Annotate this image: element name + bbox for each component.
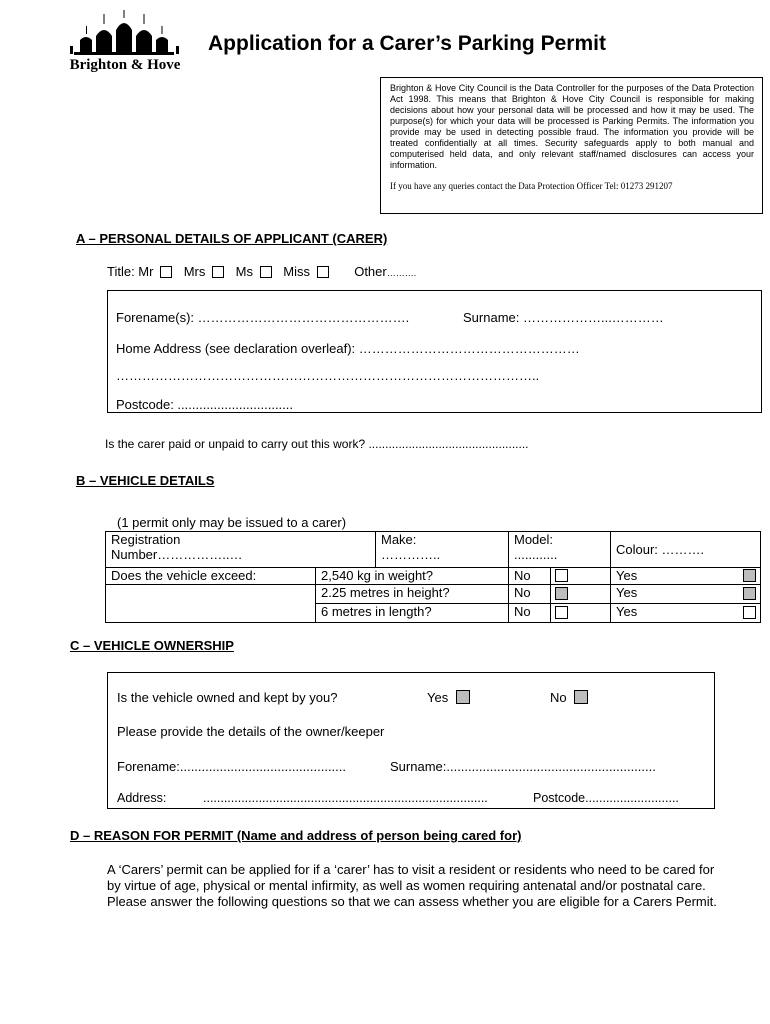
title-ms-checkbox[interactable] xyxy=(260,266,272,278)
model-label: Model: xyxy=(514,532,554,547)
form-title: Application for a Carer’s Parking Permit xyxy=(208,32,606,55)
owner-surname-field[interactable]: Surname:.......................................................... xyxy=(390,759,656,774)
owned-no-checkbox[interactable] xyxy=(574,690,588,704)
section-a-heading: A – PERSONAL DETAILS OF APPLICANT (CARER) xyxy=(76,231,388,246)
model-cell[interactable] xyxy=(509,532,611,568)
weight-no-cell[interactable] xyxy=(551,568,611,585)
owner-forename-field[interactable]: Forename:.............................................. xyxy=(117,759,347,774)
title-row xyxy=(107,264,416,279)
forename-field[interactable]: Forename(s): …………………………………………. xyxy=(116,310,410,325)
weight-no-checkbox[interactable] xyxy=(555,569,568,582)
make-label: Make: xyxy=(381,532,417,547)
make-cell[interactable] xyxy=(376,532,509,568)
pavilion-logo-icon xyxy=(60,10,190,58)
weight-yes-cell[interactable] xyxy=(611,568,761,585)
section-b-heading: B – VEHICLE DETAILS xyxy=(76,473,215,488)
height-no-label: No xyxy=(509,585,551,604)
owned-question: Is the vehicle owned and kept by you? xyxy=(117,690,338,705)
weight-yes-label: Yes xyxy=(616,568,638,583)
owned-no-label: No xyxy=(550,690,567,705)
title-mr-checkbox[interactable] xyxy=(160,266,172,278)
permit-limit-note: (1 permit only may be issued to a carer) xyxy=(117,515,347,530)
registration-number-field[interactable]: Number……………..… xyxy=(111,547,243,562)
length-yes-checkbox[interactable] xyxy=(743,606,756,619)
height-yes-checkbox[interactable] xyxy=(743,587,756,600)
title-mrs-label: Mrs xyxy=(183,264,206,279)
title-other-label: Other xyxy=(354,264,387,279)
title-mrs-checkbox[interactable] xyxy=(212,266,224,278)
title-miss-checkbox[interactable] xyxy=(317,266,329,278)
registration-label: Registration xyxy=(111,532,181,547)
length-no-label: No xyxy=(509,604,551,623)
surname-field[interactable]: Surname: ………………...………… xyxy=(463,310,664,325)
weight-yes-checkbox[interactable] xyxy=(743,569,756,582)
colour-cell[interactable] xyxy=(611,532,761,568)
make-field[interactable]: ………….. xyxy=(381,547,441,562)
data-protection-text: Brighton & Hove City Council is the Data Controller for the purposes of the Data Protection Act 1998. This means that Brighton & Hove City Council is responsible for making decisions about how your personal data will be processed and how it may be used. The purpose(s) for which your data will be processed is Parking Permits. The information you provide may be used in detecting possible fraud. The information you provide will be treated confidentially at all times. Security safeguards apply to both manual and computerised held data, and only relevant staff/named disclosures can access your information. xyxy=(390,83,754,170)
postcode-field[interactable]: Postcode: ................................ xyxy=(116,397,294,412)
registration-cell[interactable] xyxy=(106,532,376,568)
owned-yes-checkbox[interactable] xyxy=(456,690,470,704)
weight-label: 2,540 kg in weight? xyxy=(316,568,509,585)
title-mr-label: Title: Mr xyxy=(107,264,154,279)
council-logo xyxy=(60,10,190,76)
logo-text: Brighton & Hove xyxy=(69,57,181,73)
length-yes-label: Yes xyxy=(616,604,638,619)
height-no-cell[interactable] xyxy=(551,585,611,604)
height-label: 2.25 metres in height? xyxy=(316,585,509,604)
length-no-checkbox[interactable] xyxy=(555,606,568,619)
height-yes-cell[interactable] xyxy=(611,585,761,604)
weight-no-label: No xyxy=(509,568,551,585)
vehicle-details-table xyxy=(105,531,761,623)
section-d-heading: D – REASON FOR PERMIT (Name and address of person being cared for) xyxy=(70,828,522,843)
owner-details-instruction: Please provide the details of the owner/keeper xyxy=(117,724,385,739)
paid-unpaid-question[interactable]: Is the carer paid or unpaid to carry out this work? ................................................ xyxy=(105,437,529,451)
length-yes-cell[interactable] xyxy=(611,604,761,623)
model-field[interactable]: ............ xyxy=(514,547,558,562)
title-miss-label: Miss xyxy=(283,264,310,279)
colour-field[interactable]: Colour: ………. xyxy=(616,542,705,557)
length-no-cell[interactable] xyxy=(551,604,611,623)
owner-address-field[interactable]: .................................................................................. xyxy=(203,791,488,805)
title-ms-label: Ms xyxy=(235,264,253,279)
data-protection-notice xyxy=(380,77,763,214)
section-c-heading: C – VEHICLE OWNERSHIP xyxy=(70,638,234,653)
height-no-checkbox[interactable] xyxy=(555,587,568,600)
owned-yes-label: Yes xyxy=(427,690,449,705)
home-address-line2[interactable]: …………………………………………………………………………………….. xyxy=(116,368,540,383)
owned-no-option[interactable] xyxy=(550,690,596,705)
length-label: 6 metres in length? xyxy=(316,604,509,623)
home-address-field[interactable]: Home Address (see declaration overleaf): …………………………………………… xyxy=(116,341,580,356)
owner-postcode-field[interactable]: Postcode........................... xyxy=(533,791,679,805)
exceed-label: Does the vehicle exceed: xyxy=(106,568,316,585)
data-protection-contact: If you have any queries contact the Data Protection Officer Tel: 01273 291207 xyxy=(390,181,673,191)
height-yes-label: Yes xyxy=(616,585,638,600)
carers-permit-explanation: A ‘Carers’ permit can be applied for if a ‘carer’ has to visit a resident or residents who need to be cared for by virtue of age, physical or mental infirmity, as well as women requiring antenatal and/or postnatal care. Please answer the following questions so that we can assess whether you are eligible for a Carers Permit. xyxy=(107,862,717,909)
owned-yes-option[interactable] xyxy=(427,690,478,705)
title-other-field[interactable]: ………. xyxy=(386,268,417,278)
owner-address-label: Address: xyxy=(117,791,167,805)
exceed-spacer-cell xyxy=(106,585,316,623)
